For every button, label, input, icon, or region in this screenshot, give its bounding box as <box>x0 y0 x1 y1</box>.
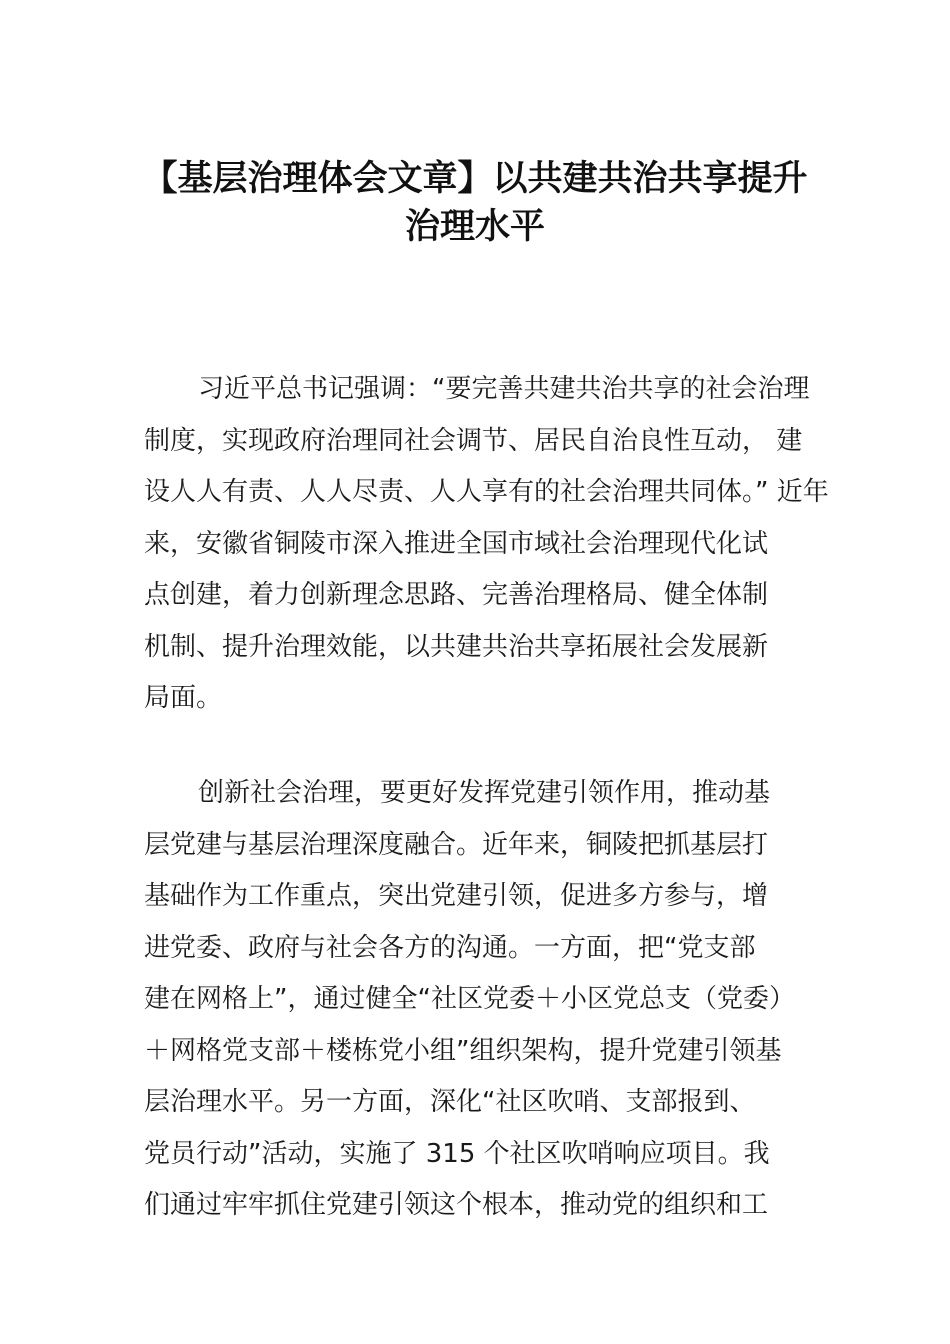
document-title-line-1: 【基层治理体会文章】以共建共治共享提升 <box>142 158 808 199</box>
paragraph-1 <box>144 364 834 725</box>
paragraph-2-line-1: 创新社会治理，要更好发挥党建引领作用，推动基 <box>198 778 771 808</box>
paragraph-2-line-9: 们通过牢牢抓住党建引领这个根本，推动党的组织和工 <box>144 1190 769 1220</box>
paragraph-2-line-2: 层党建与基层治理深度融合。近年来，铜陵把抓基层打 <box>144 829 769 860</box>
paragraph-2 <box>144 768 834 1232</box>
paragraph-1-line-7: 局面。 <box>144 683 223 713</box>
paragraph-2-line-4: 进党委、政府与社会各方的沟通。一方面，把“党支部 <box>144 932 756 963</box>
paragraph-2-line-8: 党员行动”活动，实施了 315 个社区吹哨响应项目。我 <box>144 1138 770 1169</box>
document-title-line-2: 治理水平 <box>404 206 545 247</box>
paragraph-1-line-1: 习近平总书记强调：“要完善共建共治共享的社会治理 <box>198 374 810 404</box>
paragraph-1-line-3: 设人人有责、人人尽责、人人享有的社会治理共同体。” 近年 <box>144 477 829 507</box>
paragraph-1-line-4: 来，安徽省铜陵市深入推进全国市域社会治理现代化试 <box>144 528 769 559</box>
paragraph-1-line-6: 机制、提升治理效能，以共建共治共享拓展社会发展新 <box>144 631 769 662</box>
paragraph-2-line-6: ＋网格党支部＋楼栋党小组”组织架构，提升党建引领基 <box>144 1035 782 1066</box>
paragraph-2-line-7: 层治理水平。另一方面，深化“社区吹哨、支部报到、 <box>144 1087 756 1117</box>
paragraph-2-line-3: 基础作为工作重点，突出党建引领，促进多方参与，增 <box>144 881 769 911</box>
paragraph-1-line-5: 点创建，着力创新理念思路、完善治理格局、健全体制 <box>144 580 769 610</box>
paragraph-1-line-2: 制度，实现政府治理同社会调节、居民自治良性互动， 建 <box>144 425 803 456</box>
paragraph-2-line-5: 建在网格上”，通过健全“社区党委＋小区党总支（党委） <box>144 984 795 1014</box>
